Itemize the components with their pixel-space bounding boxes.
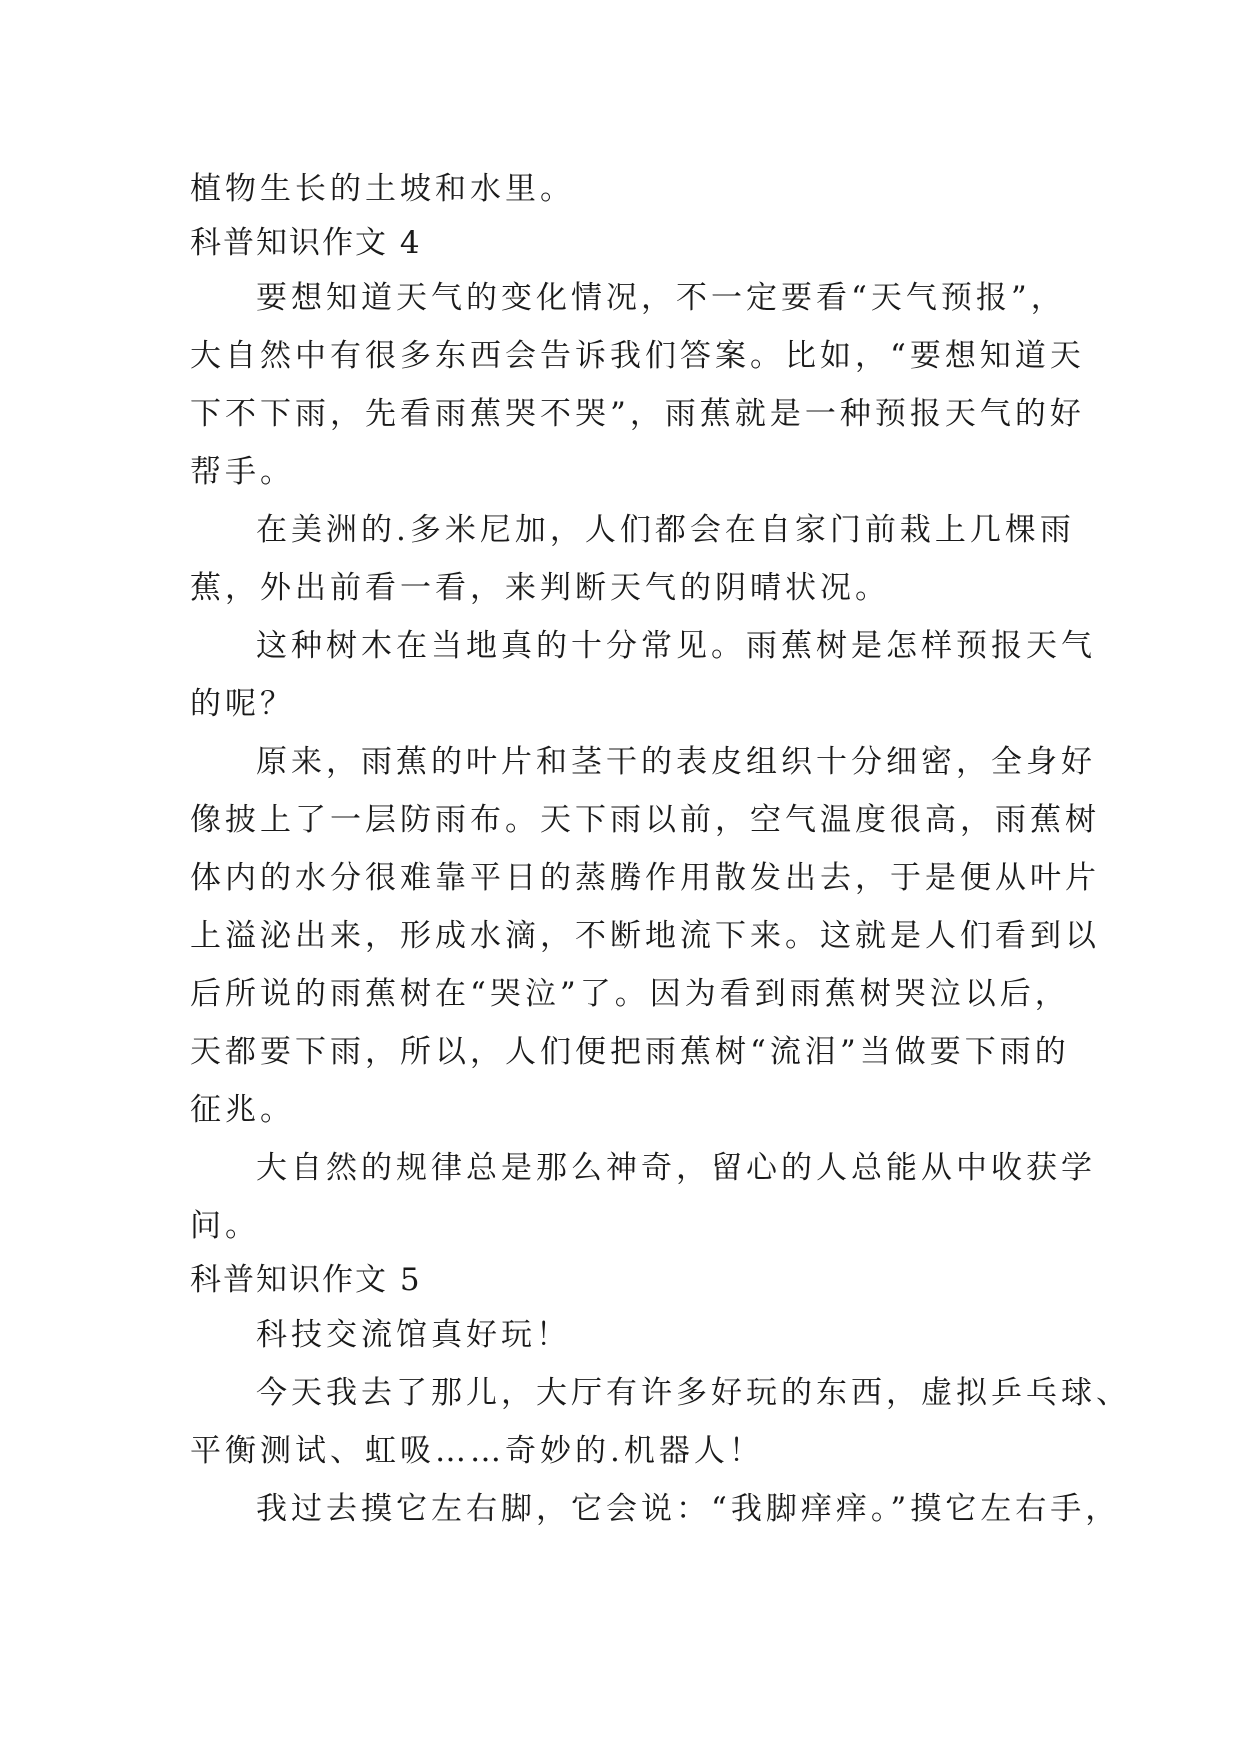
text-line: 的呢？	[190, 686, 295, 722]
text-line: 问。	[190, 1208, 260, 1244]
text-line: 科技交流馆真好玩！	[256, 1317, 571, 1353]
text-line: 我过去摸它左右脚，它会说：“我脚痒痒。”摸它左右手，	[256, 1491, 1121, 1527]
section-heading: 科普知识作文 4	[190, 225, 422, 261]
text-line: 像披上了一层防雨布。天下雨以前，空气温度很高，雨蕉树	[190, 802, 1100, 838]
text-line: 平衡测试、虹吸……奇妙的.机器人！	[190, 1433, 764, 1469]
text-line: 大自然中有很多东西会告诉我们答案。比如，“要想知道天	[190, 338, 1085, 374]
text-line: 征兆。	[190, 1092, 295, 1128]
text-line: 下不下雨，先看雨蕉哭不哭”，雨蕉就是一种预报天气的好	[190, 396, 1085, 432]
text-line: 植物生长的土坡和水里。	[190, 171, 575, 207]
text-line: 帮手。	[190, 454, 295, 490]
text-line: 大自然的规律总是那么神奇，留心的人总能从中收获学	[256, 1150, 1096, 1186]
text-line: 要想知道天气的变化情况，不一定要看“天气预报”，	[256, 280, 1066, 316]
text-line: 上溢泌出来，形成水滴，不断地流下来。这就是人们看到以	[190, 918, 1100, 954]
text-line: 蕉，外出前看一看，来判断天气的阴晴状况。	[190, 570, 890, 606]
text-line: 后所说的雨蕉树在“哭泣”了。因为看到雨蕉树哭泣以后，	[190, 976, 1070, 1012]
section-heading: 科普知识作文 5	[190, 1262, 422, 1298]
text-line: 今天我去了那儿，大厅有许多好玩的东西，虚拟乒乓球、	[256, 1375, 1131, 1411]
document-body	[190, 160, 1131, 1538]
text-line: 天都要下雨，所以，人们便把雨蕉树“流泪”当做要下雨的	[190, 1034, 1070, 1070]
text-line: 体内的水分很难靠平日的蒸腾作用散发出去，于是便从叶片	[190, 860, 1100, 896]
text-line: 原来，雨蕉的叶片和茎干的表皮组织十分细密，全身好	[256, 744, 1096, 780]
text-line: 这种树木在当地真的十分常见。雨蕉树是怎样预报天气	[256, 628, 1096, 664]
text-line: 在美洲的.多米尼加，人们都会在自家门前栽上几棵雨	[256, 512, 1075, 548]
